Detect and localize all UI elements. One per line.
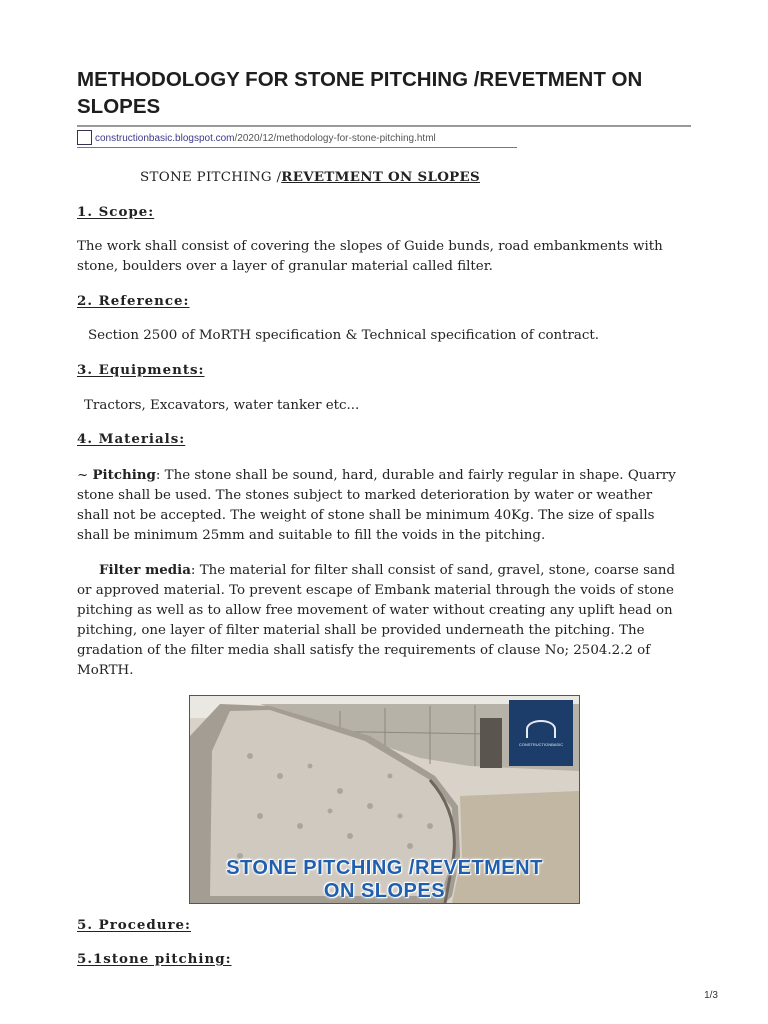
document-subtitle (140, 167, 480, 188)
title-divider (77, 125, 691, 127)
heading-reference: 2. Reference: (77, 293, 190, 309)
filter-label: Filter media (99, 562, 191, 578)
page-title: METHODOLOGY FOR STONE PITCHING /REVETMENT ON SLOPES (77, 68, 643, 118)
image-caption-line1: STONE PITCHING /REVETMENT (226, 857, 543, 879)
reference-text: Section 2500 of MoRTH specification & Technical specification of contract. (88, 328, 600, 343)
filter-paragraph: Filter media: The material for filter shall consist of sand, gravel, stone, coarse sand or approved material. To prevent escape of Embank material through the voids of stone pitching as well as to allow free movement of water without creating any uplift head on pitching, one layer of filter material shall be provided underneath the pitching. The gradation of the filter media shall satisfy the requirements of clause No; 2504.2.2 of MoRTH. (77, 562, 676, 678)
equipments-text: Tractors, Excavators, water tanker etc... (84, 398, 360, 413)
source-domain[interactable]: constructionbasic.blogspot.com (95, 133, 235, 145)
page-number: 1/3 (704, 990, 718, 1001)
source-path[interactable]: /2020/12/methodology-for-stone-pitching.html (234, 133, 436, 145)
subtitle-underlined: REVETMENT ON SLOPES (281, 169, 481, 185)
heading-equipments: 3. Equipments: (77, 362, 205, 378)
scope-text: The work shall consist of covering the slopes of Guide bunds, road embankments with stone, boulders over a layer of granular material called filter. (77, 239, 663, 274)
globe-icon (77, 130, 92, 145)
heading-procedure: 5. Procedure: (77, 917, 191, 933)
subtitle-plain: STONE PITCHING / (140, 170, 282, 185)
pitching-paragraph: ~ Pitching: The stone shall be sound, hard, durable and fairly regular in shape. Quarry stone shall be used. The stones subject to marked deterioration by water or weather shall not be accepted. The weight of stone shall be minimum 40Kg. The size of spalls shall be minimum 25mm and suitable to fill the voids in the pitching. (77, 467, 676, 543)
channel-logo: CONSTRUCTIONBASIC (509, 700, 573, 766)
heading-scope: 1. Scope: (77, 204, 155, 220)
stone-pitching-photo (189, 695, 580, 904)
source-link[interactable] (77, 131, 517, 148)
heading-stone-pitching: 5.1stone pitching: (77, 951, 232, 967)
pitching-label: Pitching (92, 467, 156, 483)
heading-materials: 4. Materials: (77, 431, 186, 447)
image-caption-line2: ON SLOPES (323, 880, 446, 902)
